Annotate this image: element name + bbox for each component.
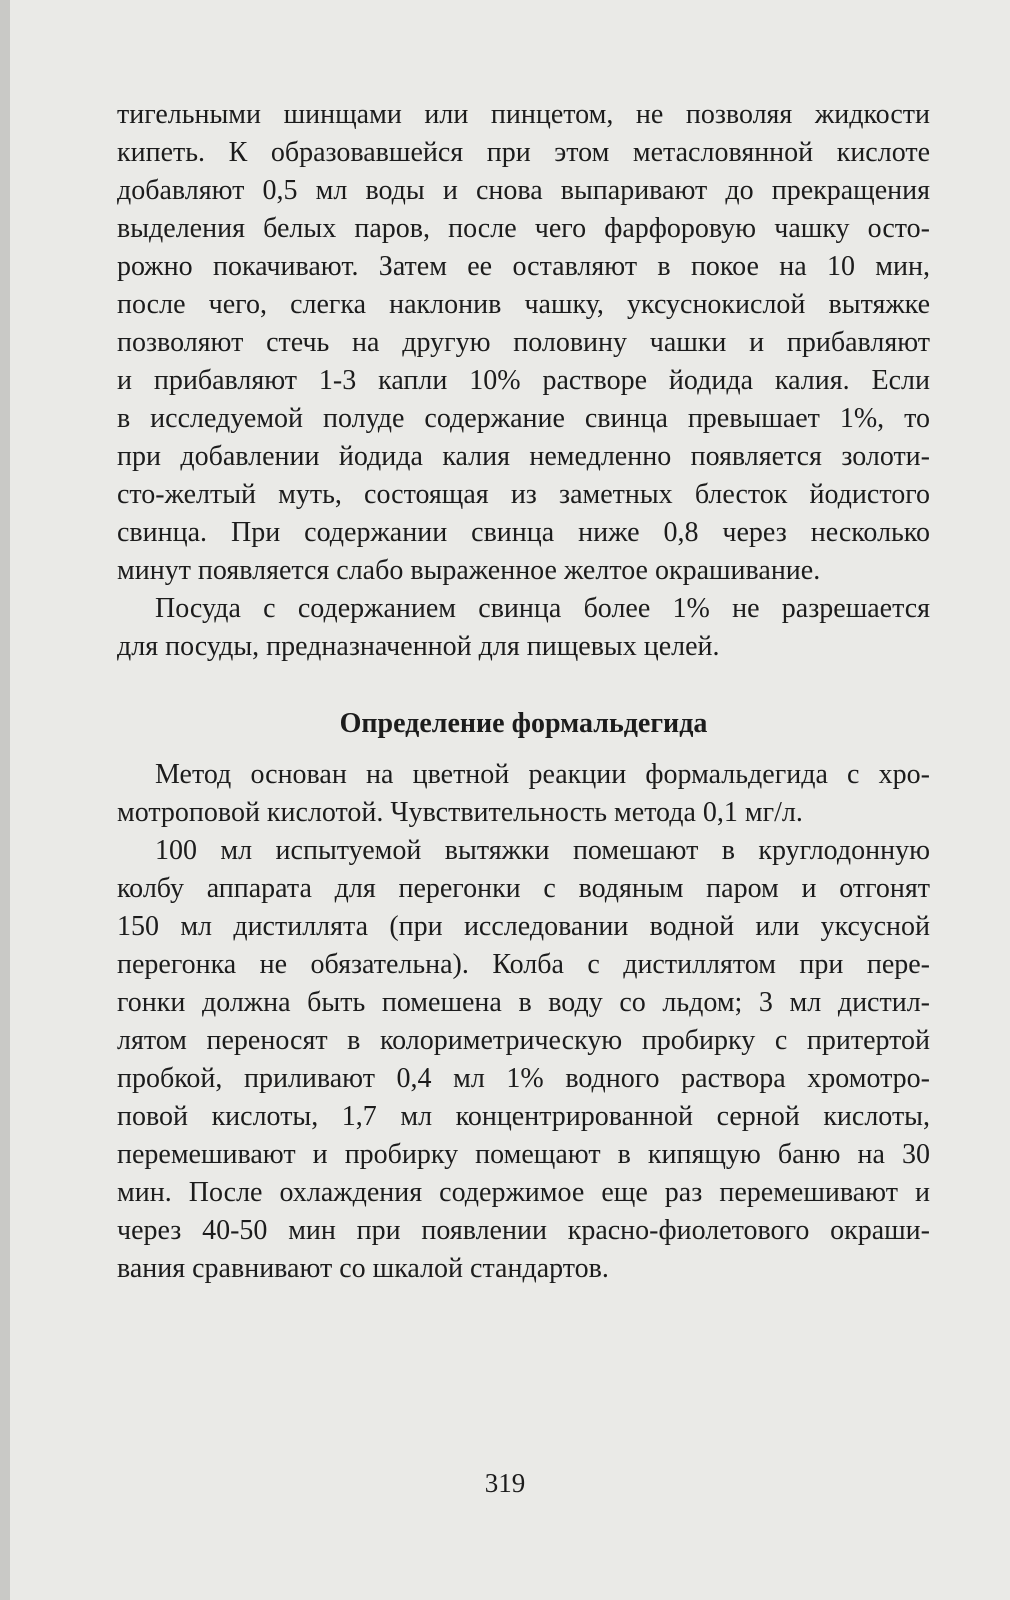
- text-line: мотроповой кислотой. Чувствительность метода 0,1 мг/л.: [117, 797, 803, 828]
- text-line: лятом переносят в колориметрическую пробирку с притертой: [117, 1025, 930, 1056]
- text-line: при добавлении йодида калия немедленно появляется золоти-: [117, 441, 930, 472]
- text-line: и прибавляют 1-3 капли 10% растворе йодида калия. Если: [117, 365, 930, 396]
- text-line: перемешивают и пробирку помещают в кипящую баню на 30: [117, 1139, 930, 1170]
- text-line: повой кислоты, 1,7 мл концентрированной серной кислоты,: [117, 1101, 930, 1132]
- page-text: [117, 96, 930, 1288]
- text-line: свинца. При содержании свинца ниже 0,8 через несколько: [117, 517, 930, 548]
- text-line: Посуда с содержанием свинца более 1% не разрешается: [155, 593, 930, 624]
- paragraph-procedure: [117, 832, 930, 1288]
- text-line: минут появляется слабо выраженное желтое окрашивание.: [117, 555, 821, 586]
- text-line: сто-желтый муть, состоящая из заметных блесток йодистого: [117, 479, 930, 510]
- text-line: пробкой, приливают 0,4 мл 1% водного раствора хромотро-: [117, 1063, 930, 1094]
- text-line: колбу аппарата для перегонки с водяным паром и отгонят: [117, 873, 930, 904]
- text-line: рожно покачивают. Затем ее оставляют в покое на 10 мин,: [117, 251, 930, 282]
- text-line: кипеть. К образовавшейся при этом метасловянной кислоте: [117, 137, 930, 168]
- text-line: после чего, слегка наклонив чашку, уксуснокислой вытяжке: [117, 289, 930, 320]
- text-line: 100 мл испытуемой вытяжки помешают в круглодонную: [155, 835, 930, 866]
- text-line: гонки должна быть помешена в воду со льдом; 3 мл дистил-: [117, 987, 930, 1018]
- text-line: для посуды, предназначенной для пищевых целей.: [117, 631, 720, 662]
- text-line: позволяют стечь на другую половину чашки и прибавляют: [117, 327, 930, 358]
- text-line: мин. После охлаждения содержимое еще раз перемешивают и: [117, 1177, 930, 1208]
- text-line: выделения белых паров, после чего фарфоровую чашку осто-: [117, 213, 930, 244]
- text-line: тигельными шинщами или пинцетом, не позволяя жидкости: [117, 99, 930, 130]
- text-line: вания сравнивают со шкалой стандартов.: [117, 1253, 609, 1284]
- paragraph-method-description: [117, 756, 930, 832]
- text-line: перегонка не обязательна). Колба с дистиллятом при пере-: [117, 949, 930, 980]
- page-number: 319: [484, 1468, 526, 1498]
- text-line: добавляют 0,5 мл воды и снова выпаривают до прекращения: [117, 175, 930, 206]
- paragraph-lead-determination: [117, 96, 930, 590]
- text-line: Метод основан на цветной реакции формальдегида с хро-: [155, 759, 930, 790]
- text-line: в исследуемой полуде содержание свинца превышает 1%, то: [117, 403, 930, 434]
- section-heading: Определение формальдегида: [339, 708, 708, 739]
- paragraph-lead-limit: [117, 590, 930, 666]
- page-binding-edge: [0, 0, 10, 1600]
- text-line: через 40-50 мин при появлении красно-фиолетового окраши-: [117, 1215, 930, 1246]
- text-line: 150 мл дистиллята (при исследовании водной или уксусной: [117, 911, 930, 942]
